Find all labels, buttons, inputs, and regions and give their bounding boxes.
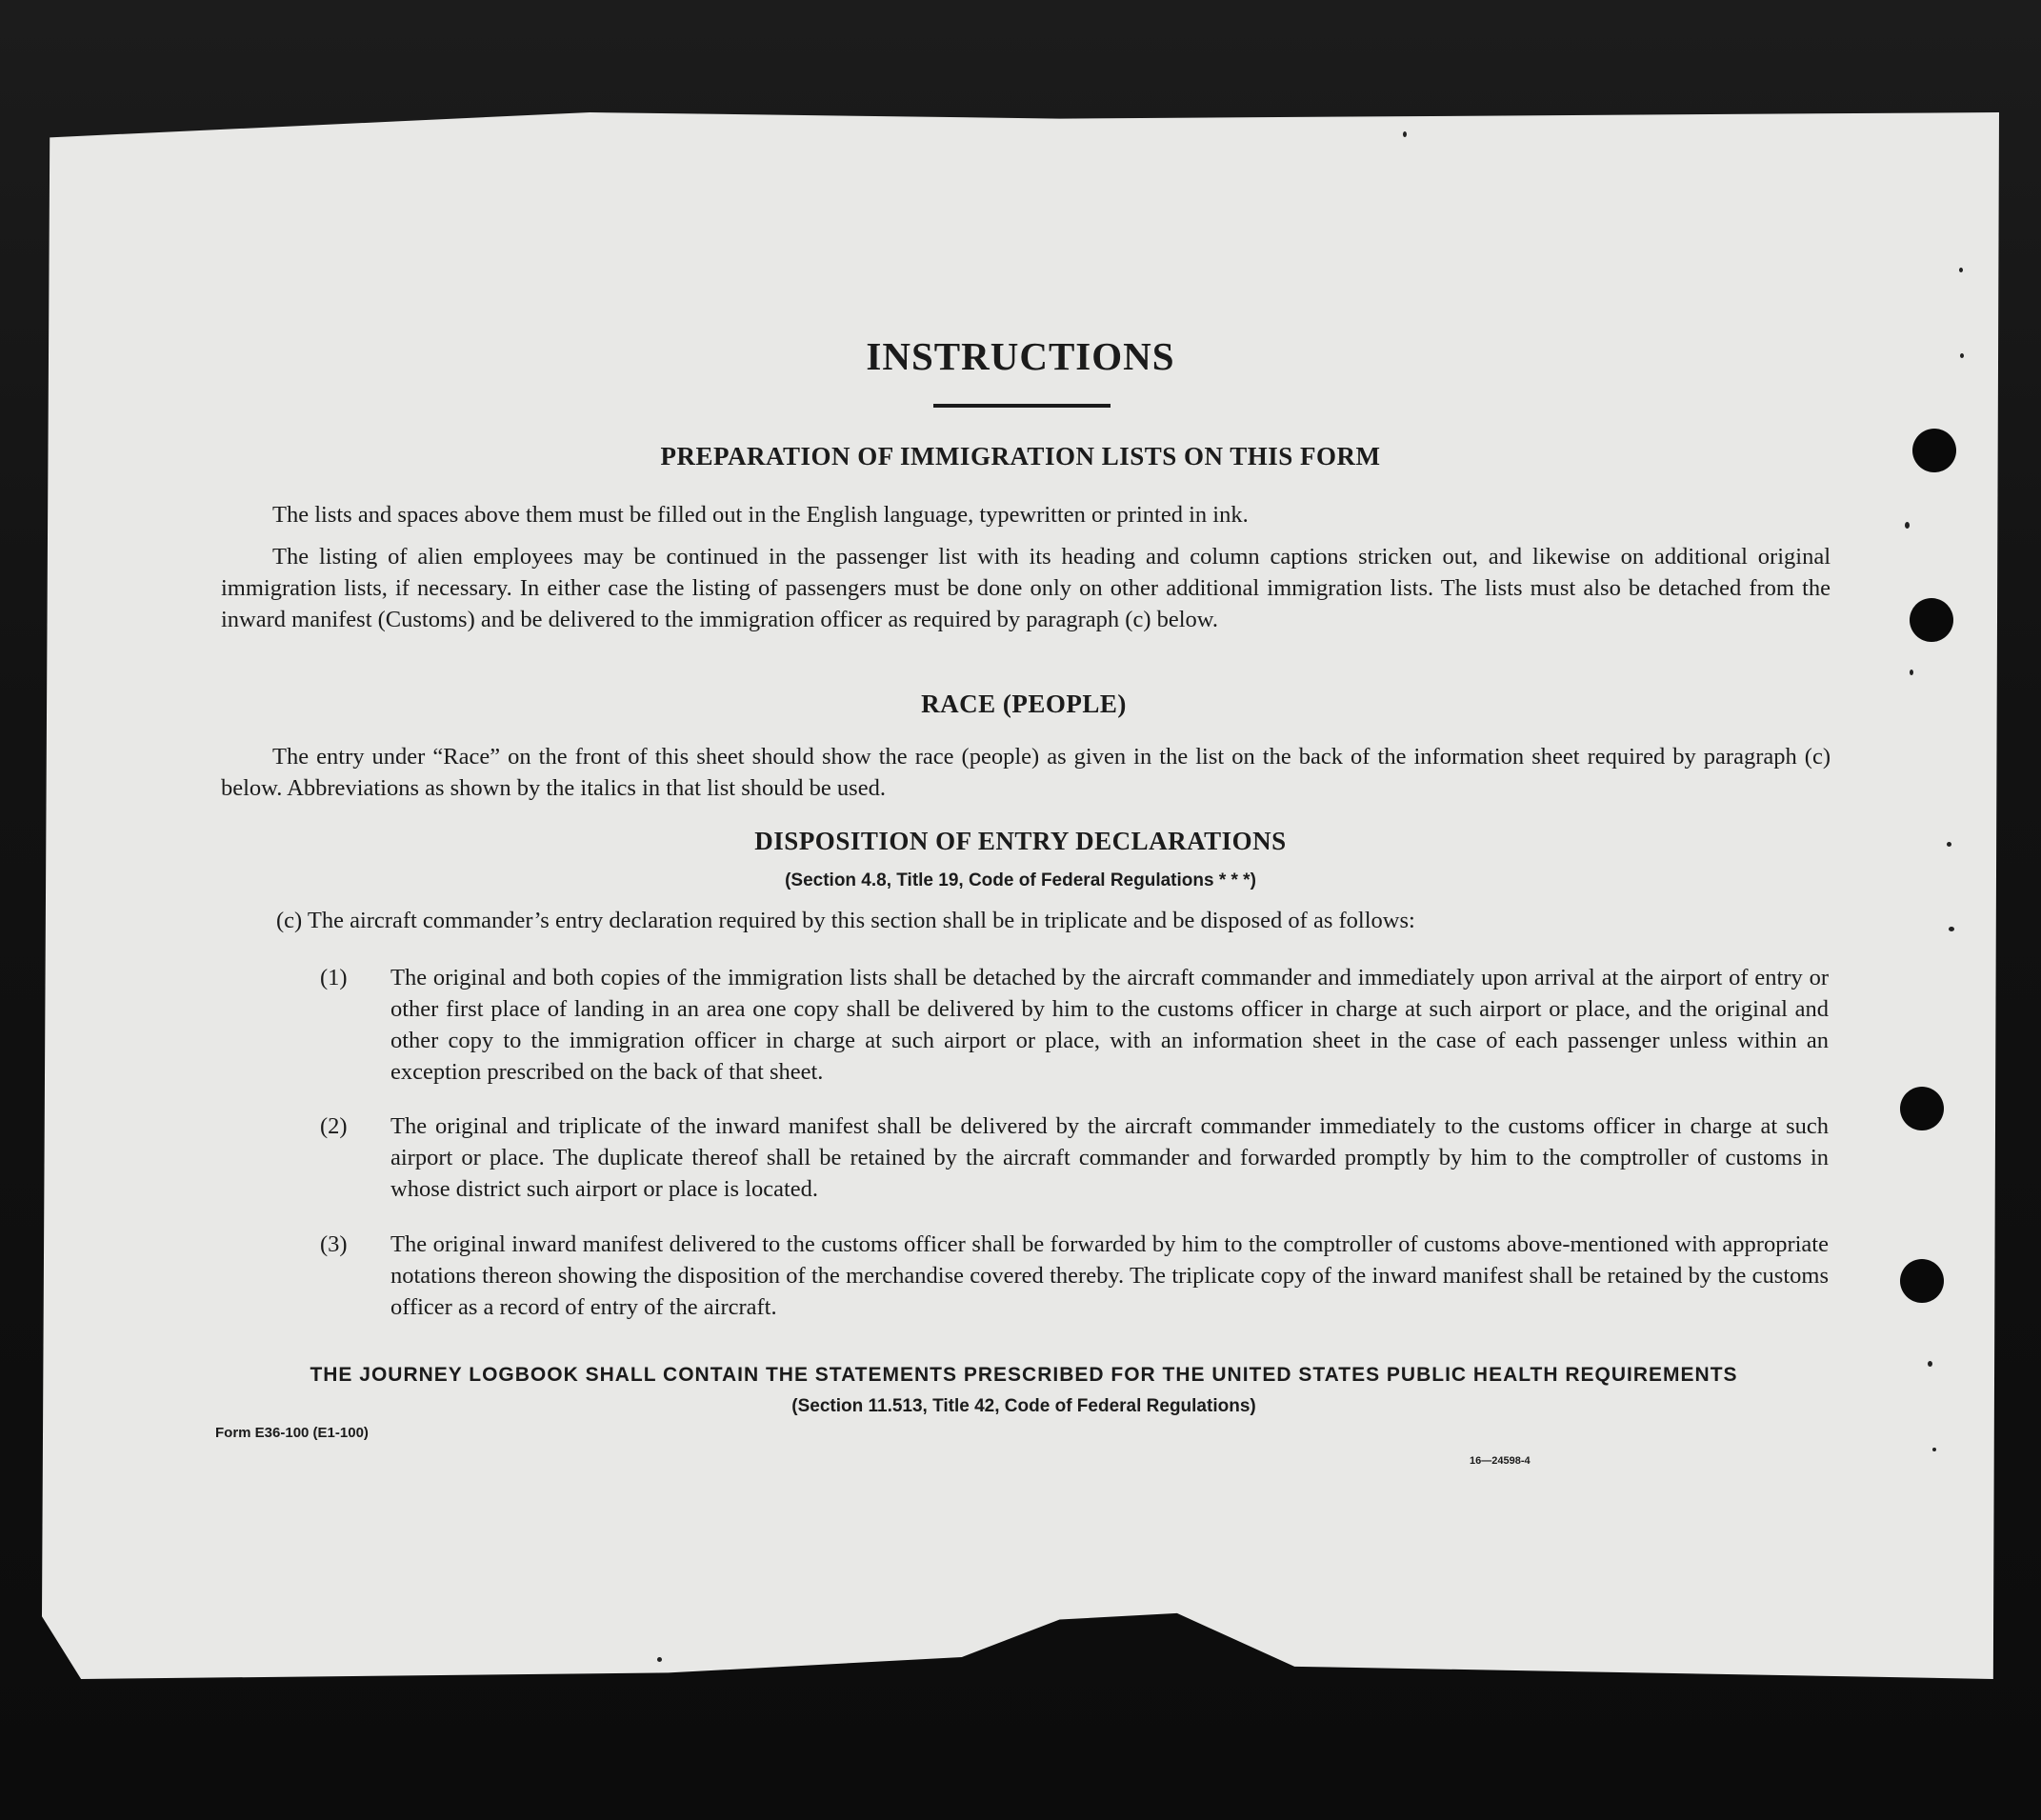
scan-speck — [1403, 131, 1407, 137]
footer-reference: (Section 11.513, Title 42, Code of Federal Regulations) — [791, 1396, 1256, 1416]
punch-hole — [1910, 598, 1953, 642]
preparation-text-1: The lists and spaces above them must be filled out in the English language, typewritten or printed in ink. — [272, 502, 1249, 528]
race-text: The entry under “Race” on the front of this sheet should show the race (people) as given in the list on the back of the information sheet required by paragraph (c) below. Abbreviations as shown by the italics in that list should be used. — [221, 744, 1831, 801]
disposition-item-2 — [320, 1110, 1829, 1205]
title-underline — [933, 404, 1111, 408]
disposition-intro: (c) The aircraft commander’s entry declaration required by this section shall be in triplicate and be disposed of as follows: — [276, 908, 1415, 933]
scan-speck — [657, 1657, 662, 1662]
preparation-text-2: The listing of alien employees may be continued in the passenger list with its heading and column captions stricken out, and likewise on additional original immigration lists, if necessary. In either case the listing of passengers must be done only on other additional immigration lists. The lists must also be detached from the inward manifest (Customs) and be delivered to the immigration officer as required by paragraph (c) below. — [221, 544, 1831, 632]
disposition-item-1 — [320, 962, 1829, 1088]
scan-speck — [1910, 670, 1913, 675]
race-paragraph — [221, 741, 1831, 804]
scan-speck — [1959, 268, 1963, 272]
scan-speck — [1960, 353, 1964, 358]
document-title: INSTRUCTIONS — [866, 334, 1175, 378]
preparation-heading: PREPARATION OF IMMIGRATION LISTS ON THIS FORM — [660, 442, 1381, 470]
item-number: (2) — [320, 1113, 348, 1139]
disposition-reference: (Section 4.8, Title 19, Code of Federal Regulations * * *) — [785, 870, 1256, 890]
scan-speck — [1932, 1448, 1936, 1451]
scan-speck — [1949, 927, 1954, 931]
disposition-heading: DISPOSITION OF ENTRY DECLARATIONS — [754, 827, 1287, 855]
scan-speck — [1947, 842, 1951, 847]
print-code: 16—24598-4 — [1470, 1455, 1531, 1467]
item-text: The original and both copies of the immigration lists shall be detached by the aircraft commander and immediately upon arrival at the airport of entry or other first place of landing in an area one copy shall be delivered by him to the customs officer in charge at such airport or place, and the original and other copy to the immigration officer in charge at such airport or place, with an information sheet in the case of each passenger unless within an exception prescribed on the back of that sheet. — [390, 965, 1829, 1085]
form-identifier: Form E36-100 (E1-100) — [215, 1425, 369, 1441]
footer-statement: THE JOURNEY LOGBOOK SHALL CONTAIN THE STATEMENTS PRESCRIBED FOR THE UNITED STATES PUBLIC HEALTH REQUIREMENTS — [310, 1364, 1738, 1386]
scan-speck — [1928, 1361, 1932, 1367]
preparation-paragraph-2 — [221, 541, 1831, 635]
item-number: (3) — [320, 1231, 348, 1257]
item-number: (1) — [320, 965, 348, 990]
race-heading: RACE (PEOPLE) — [921, 690, 1127, 718]
item-text: The original and triplicate of the inward manifest shall be delivered by the aircraft commander immediately to the customs officer in charge at such airport or place. The duplicate thereof shall be retained by the aircraft commander and forwarded promptly by him to the comptroller of customs in whose district such airport or place is located. — [390, 1113, 1829, 1202]
disposition-item-3 — [320, 1229, 1829, 1323]
punch-hole — [1900, 1259, 1944, 1303]
punch-hole — [1900, 1087, 1944, 1130]
punch-hole — [1912, 429, 1956, 472]
scan-speck — [1905, 522, 1910, 529]
preparation-paragraph-1 — [221, 499, 1831, 530]
item-text: The original inward manifest delivered to the customs officer shall be forwarded by him to the comptroller of customs above-mentioned with appropriate notations thereon showing the disposition of the merchandise covered thereby. The triplicate copy of the inward manifest shall be retained by the customs officer as a record of entry of the aircraft. — [390, 1231, 1829, 1320]
